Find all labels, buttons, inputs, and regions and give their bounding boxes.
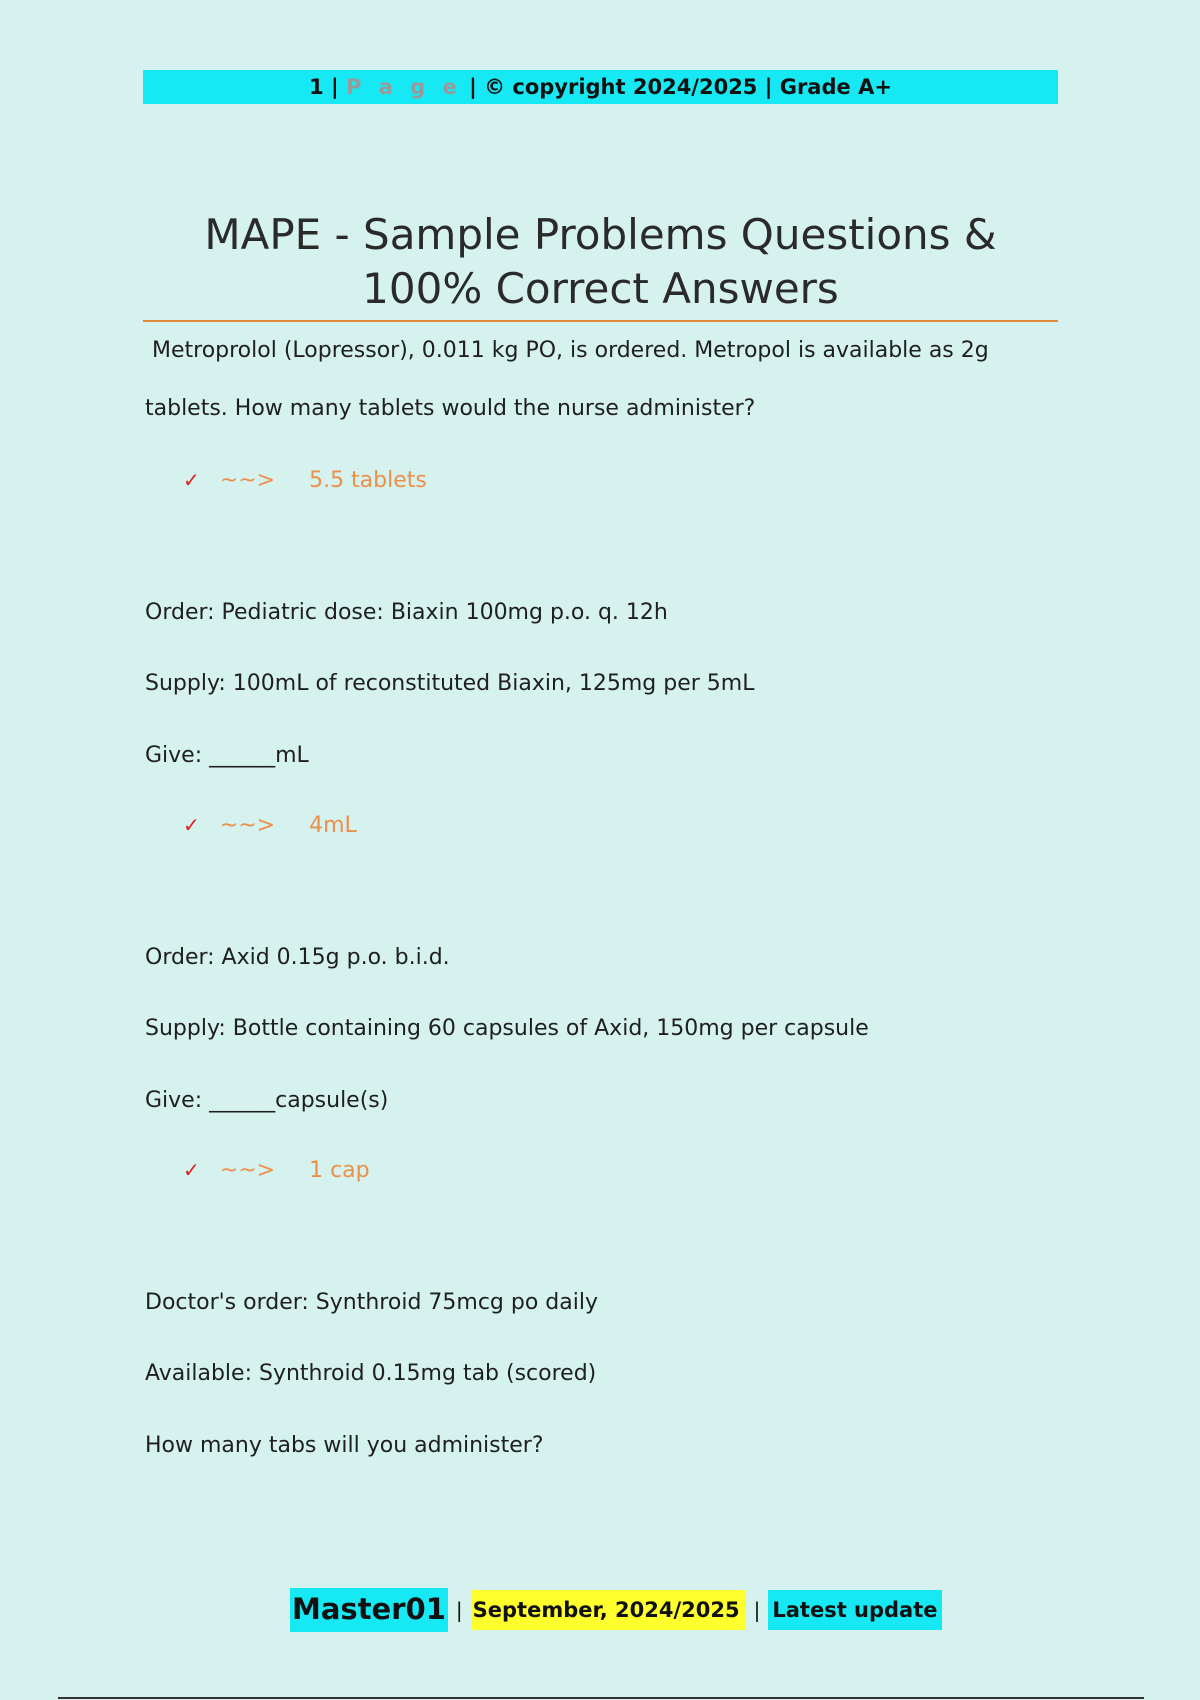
check-icon: ✓ <box>183 813 200 837</box>
arrow-icon: ~~> <box>219 813 276 838</box>
author-label: Master01 <box>290 1588 448 1632</box>
page-header <box>143 70 1058 104</box>
answer-text: 1 cap <box>309 1158 370 1183</box>
page-number: 1 <box>309 75 324 99</box>
question-2-line-3: Give: ______mL <box>145 743 309 768</box>
question-3-line-3: Give: ______capsule(s) <box>145 1088 389 1113</box>
question-1-line-2: tablets. How many tablets would the nurse administer? <box>145 396 756 421</box>
copyright-text: © copyright 2024/2025 <box>484 75 758 99</box>
check-icon: ✓ <box>183 468 200 492</box>
question-2-line-1: Order: Pediatric dose: Biaxin 100mg p.o. q. 12h <box>145 600 668 625</box>
question-2-line-2: Supply: 100mL of reconstituted Biaxin, 125mg per 5mL <box>145 671 755 696</box>
question-1-line-1: Metroprolol (Lopressor), 0.011 kg PO, is ordered. Metropol is available as 2g <box>145 338 989 363</box>
header-separator: | <box>461 75 485 99</box>
arrow-icon: ~~> <box>219 468 276 493</box>
question-3-line-1: Order: Axid 0.15g p.o. b.i.d. <box>145 945 450 970</box>
footer-separator: | <box>455 1598 463 1622</box>
title-line-1: MAPE - Sample Problems Questions & <box>204 210 997 259</box>
question-4-line-2: Available: Synthroid 0.15mg tab (scored) <box>145 1361 597 1386</box>
header-separator: | <box>757 75 780 99</box>
page-footer <box>290 1590 942 1630</box>
title-line-2: 100% Correct Answers <box>362 264 839 313</box>
update-label: Latest update <box>768 1590 941 1630</box>
grade-text: Grade A+ <box>779 75 892 99</box>
title-underline <box>143 320 1058 322</box>
question-4-line-1: Doctor's order: Synthroid 75mcg po daily <box>145 1290 598 1315</box>
question-4-line-3: How many tabs will you administer? <box>145 1433 544 1458</box>
footer-rule <box>58 1697 1144 1699</box>
header-separator: | <box>323 75 346 99</box>
document-title <box>143 208 1058 316</box>
question-1-answer <box>183 468 427 493</box>
arrow-icon: ~~> <box>219 1158 276 1183</box>
footer-separator: | <box>753 1598 761 1622</box>
question-2-answer <box>183 813 357 838</box>
answer-text: 4mL <box>309 813 357 838</box>
question-3-answer <box>183 1158 370 1183</box>
page-word: P a g e <box>345 75 462 99</box>
date-label: September, 2024/2025 <box>471 1590 746 1630</box>
question-3-line-2: Supply: Bottle containing 60 capsules of Axid, 150mg per capsule <box>145 1016 869 1041</box>
answer-text: 5.5 tablets <box>309 468 427 493</box>
check-icon: ✓ <box>183 1158 200 1182</box>
